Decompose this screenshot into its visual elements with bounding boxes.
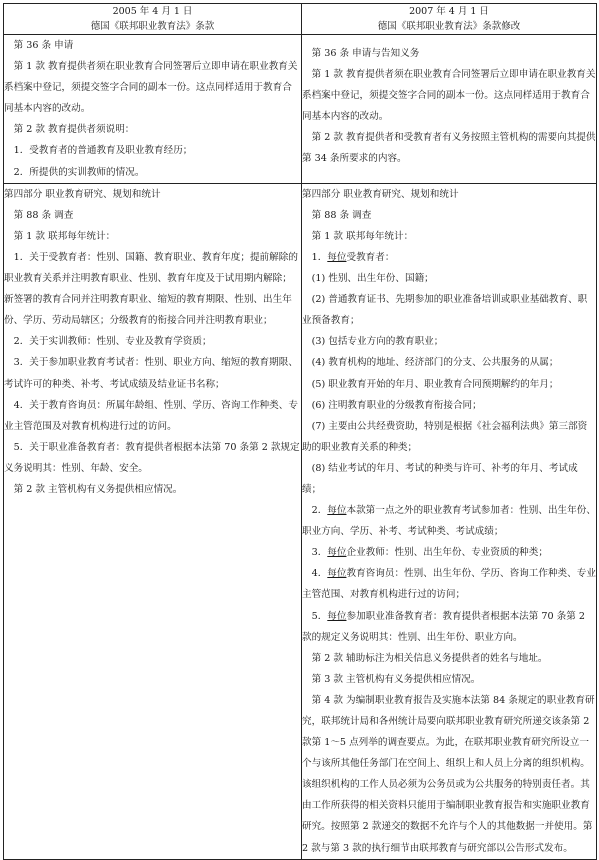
paragraph: (6) 注明教育职业的分级教育衔接合同； bbox=[302, 399, 482, 411]
paragraph: 4．关于教育咨询员：所属年龄组、性别、学历、咨询工作种类、专业主管范围及对教育机构进行过的访问。 bbox=[4, 399, 298, 432]
underlined-marker: 每位 bbox=[327, 568, 347, 580]
paragraph: 4．每位教育咨询员：性别、出生年份、学历、咨询工作种类、专业主管范围、对教育机构进行过的访问； bbox=[302, 568, 596, 601]
paragraph: (7) 主要由公共经费资助，特别是根据《社会福利法典》第三部资助的职业教育关系的种类； bbox=[302, 420, 588, 453]
paragraph: 1．关于受教育者：性别、国籍、教育职业、教育年度；提前解除的职业教育关系并注明教育职业、性别、教育年度及于试用期内解除；新签署的教育合同并注明教育职业、缩短的教育期限、性别、出生年份、学历、劳动局辖区；分级教育的衔接合同并注明教育职业； bbox=[4, 251, 298, 327]
paragraph: 第 88 条 调查 bbox=[302, 209, 372, 221]
section-88-new bbox=[302, 183, 597, 859]
underlined-marker: 每位 bbox=[327, 251, 347, 263]
paragraph: 第 2 款 教育提供者须说明： bbox=[4, 124, 135, 136]
paragraph: 第 1 款 联邦每年统计： bbox=[4, 230, 116, 242]
header-row bbox=[4, 4, 597, 35]
underlined-marker: 每位 bbox=[327, 547, 347, 559]
underlined-marker: 每位 bbox=[327, 505, 347, 517]
paragraph: 第 4 款 为编制职业教育报告及实施本法第 84 条规定的职业教育研究，联邦统计局和各州统计局要向联邦职业教育研究所递交该条第 2 款第 1～5 点列举的调查要点。为此，在联邦职业教育研究所设立一个与该所其他任务部门在空间上、组织上和人员上分离的组织机构。该组织机构的工作人员必须为公务员或为公共服务的特别责任者。其由工作所获得的相关资料只能用于编制职业教育报告和实施职业教育研究。按照第 2 款递交的数据不允许与个人的其他数据一并使用。第 2 款与第 3 款的执行细节由联邦教育与研究部以公告形式发布。 bbox=[302, 694, 595, 854]
section-36-old bbox=[4, 35, 302, 184]
header-left bbox=[4, 4, 302, 35]
paragraph: 第四部分 职业教育研究、规划和统计 bbox=[302, 188, 459, 200]
header-left-date: 2005 年 4 月 1 日 bbox=[112, 6, 193, 17]
paragraph: 第 2 款 教育提供者和受教育者有义务按照主管机构的需要向其提供第 34 条所要求的内容。 bbox=[302, 132, 596, 165]
section-88-row bbox=[4, 183, 597, 859]
paragraph: (4) 教育机构的地址、经济部门的分支、公共服务的从属； bbox=[302, 357, 559, 369]
paragraph: 第 88 条 调查 bbox=[4, 209, 74, 221]
paragraph: 5．关于职业准备教育者：教育提供者根据本法第 70 条第 2 款规定义务说明其：性别、年龄、安全。 bbox=[4, 441, 300, 474]
paragraph: 2．每位本款第一点之外的职业教育考试参加者：性别、出生年份、职业方向、学历、补考、考试种类、考试成绩； bbox=[302, 505, 596, 538]
header-right bbox=[302, 4, 597, 35]
header-right-date: 2007 年 4 月 1 日 bbox=[409, 6, 489, 17]
paragraph: 3．每位企业教师：性别、出生年份、专业资质的种类； bbox=[302, 547, 548, 559]
section-36-new bbox=[302, 35, 597, 184]
paragraph: 第 2 款 辅助标注为相关信息义务提供者的姓名与地址。 bbox=[302, 652, 548, 664]
paragraph: (3) 包括专业方向的教育职业； bbox=[302, 336, 444, 348]
comparison-table bbox=[3, 3, 597, 860]
paragraph: 1．受教育者的普通教育及职业教育经历； bbox=[4, 145, 193, 157]
header-right-title: 德国《联邦职业教育法》条款修改 bbox=[377, 21, 521, 32]
underlined-marker: 每位 bbox=[327, 610, 347, 622]
paragraph: 第 1 款 联邦每年统计： bbox=[302, 230, 414, 242]
paragraph: 第 36 条 申请与告知义务 bbox=[302, 48, 420, 59]
section-36-row bbox=[4, 35, 597, 184]
paragraph: 2．所提供的实训教师的情况。 bbox=[4, 166, 145, 178]
paragraph: (5) 职业教育开始的年月、职业教育合同预期解约的年月； bbox=[302, 378, 559, 390]
paragraph: (2) 普通教育证书、先期参加的职业准备培训或职业基础教育、职业预备教育； bbox=[302, 294, 588, 327]
paragraph: 第 36 条 申请 bbox=[4, 40, 74, 51]
section-88-old bbox=[4, 183, 302, 859]
paragraph: 2．关于实训教师：性别、专业及教育学资质； bbox=[4, 336, 212, 348]
paragraph: (8) 结业考试的年月、考试的种类与许可、补考的年月、考试成绩； bbox=[302, 462, 578, 495]
paragraph: 5．每位参加职业准备教育者：教育提供者根据本法第 70 条第 2 款的规定义务说明其：性别、出生年份、职业方向。 bbox=[302, 610, 586, 643]
paragraph: 第 3 款 主管机构有义务提供相应情况。 bbox=[302, 673, 481, 685]
paragraph: 第 2 款 主管机构有义务提供相应情况。 bbox=[4, 483, 183, 495]
paragraph: 3．关于参加职业教育考试者：性别、职业方向、缩短的教育期限、考试许可的种类、补考、考试成绩及结业证书名称； bbox=[4, 357, 298, 390]
header-left-title: 德国《联邦职业教育法》条款 bbox=[90, 21, 215, 32]
paragraph: 1．每位受教育者： bbox=[302, 251, 395, 263]
paragraph: (1) 性别、出生年份、国籍； bbox=[302, 273, 434, 285]
paragraph: 第 1 款 教育提供者须在职业教育合同签署后立即申请在职业教育关系档案中登记，须提交签字合同的副本一份。这点同样适用于教育合同基本内容的改动。 bbox=[4, 61, 298, 115]
paragraph: 第 1 款 教育提供者须在职业教育合同签署后立即申请在职业教育关系档案中登记，须提交签字合同的副本一份。这点同样适用于教育合同基本内容的改动。 bbox=[302, 69, 596, 123]
paragraph: 第四部分 职业教育研究、规划和统计 bbox=[4, 188, 161, 200]
